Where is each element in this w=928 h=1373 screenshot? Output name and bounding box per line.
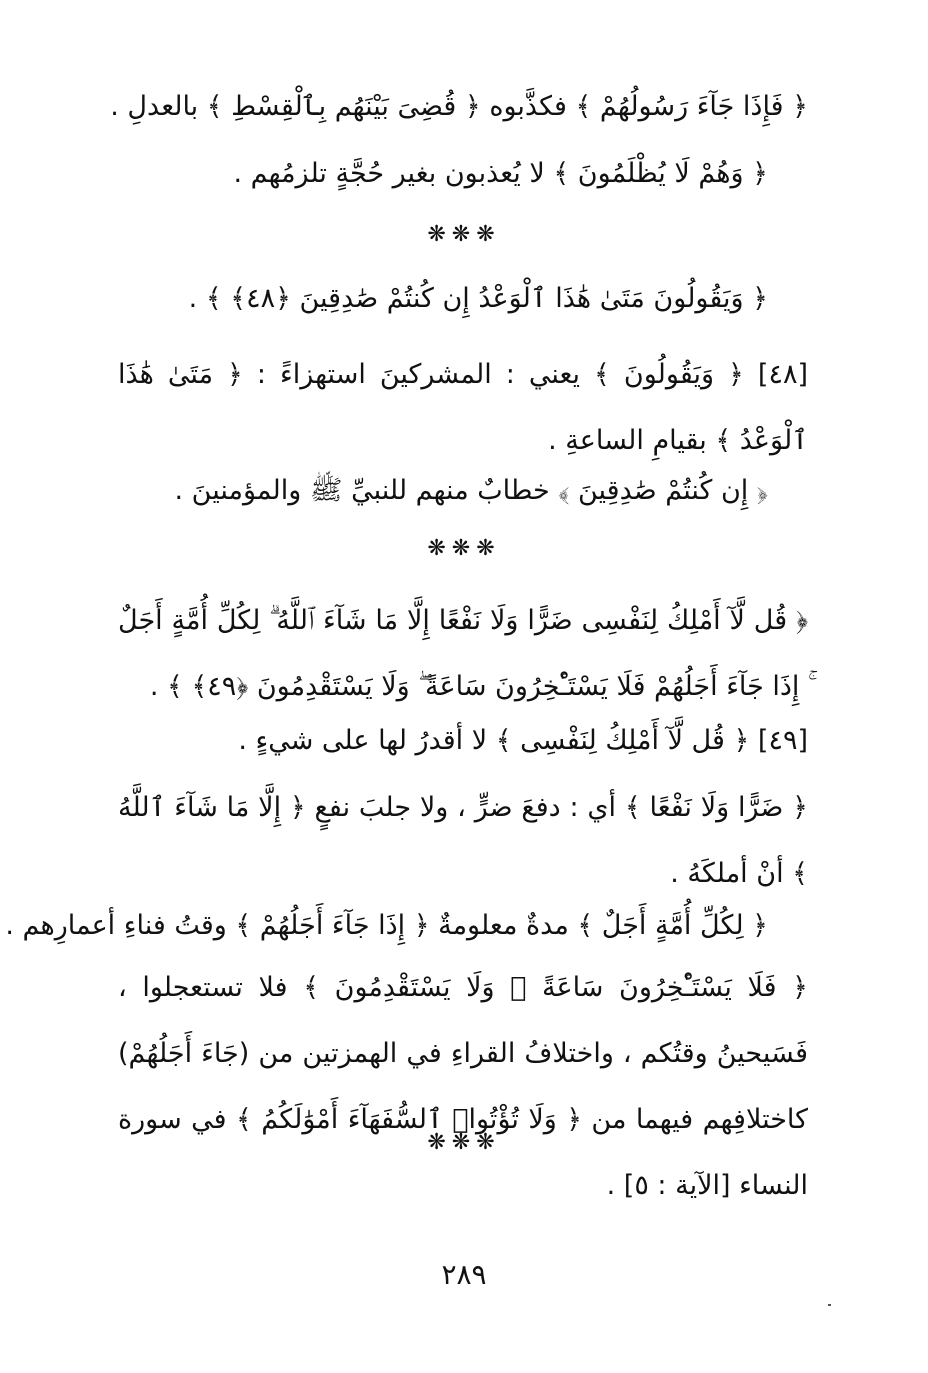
commentary-delay-readings: ﴿ فَلَا يَسْتَـْٔخِرُونَ سَاعَةً ۖ وَلَا يَسْتَقْدِمُونَ ﴾ فلا تستعجلوا ، فَسَيحينُ وقتُكم ، واختلافُ القراءِ في الهمزتين من (جَاءَ أَجَلُهُمْ) كاختلافِهم فيهما من ﴿ وَلَا تُؤْتُوا۟ ٱلسُّفَهَآءَ أَمْوَٰلَكُمُ ﴾ في سورة النساء [الآية : ٥] . xyxy=(118,972,808,1201)
verse-48: ﴿ وَيَقُولُونَ مَتَىٰ هَٰذَا ٱلْوَعْدُ إِن كُنتُمْ صَٰدِقِينَ ﴿٤٨﴾ ﴾ . xyxy=(188,283,768,314)
scan-speck xyxy=(828,1304,831,1306)
page-number: ٢٨٩ xyxy=(441,1258,487,1291)
verse-49: ﴿ قُل لَّآ أَمْلِكُ لِنَفْسِى ضَرًّا وَلَا نَفْعًا إِلَّا مَا شَآءَ ٱللَّهُ ۗ لِكُلِّ أُمَّةٍ أَجَلٌ ۚ إِذَا جَآءَ أَجَلُهُمْ فَلَا يَسْتَـْٔخِرُونَ سَاعَةً ۖ وَلَا يَسْتَقْدِمُونَ ﴿٤٩﴾ ﴾ . xyxy=(118,605,808,702)
line-not-wronged: ﴿ وَهُمْ لَا يُظْلَمُونَ ﴾ لا يُعذبون بغير حُجَّةٍ تلزمُهم . xyxy=(233,158,768,189)
line-verse-judgment: ﴿ فَإِذَا جَآءَ رَسُولُهُمْ ﴾ فكذَّبوه ﴿ قُضِىَ بَيْنَهُم بِٱلْقِسْطِ ﴾ بالعدلِ . xyxy=(110,91,808,122)
commentary-48: [٤٨] ﴿ وَيَقُولُونَ ﴾ يعني : المشركينَ استهزاءً : ﴿ مَتَىٰ هَٰذَا ٱلْوَعْدُ ﴾ بقيامِ الساعةِ . xyxy=(118,359,808,456)
section-separator-1: ❋❋❋ xyxy=(427,222,501,247)
section-separator-2: ❋❋❋ xyxy=(427,536,501,561)
commentary-term: ﴿ لِكُلِّ أُمَّةٍ أَجَلٌ ﴾ مدةٌ معلومةٌ ﴿ إِذَا جَآءَ أَجَلُهُمْ ﴾ وقتُ فناءِ أعمارِهم . xyxy=(5,910,768,941)
commentary-harm-benefit: ﴿ ضَرًّا وَلَا نَفْعًا ﴾ أي : دفعَ ضرٍّ ، ولا جلبَ نفعٍ ﴿ إِلَّا مَا شَآءَ ٱللَّهُ ﴾ أنْ أملكَهُ . xyxy=(118,792,808,889)
line-truthful-address: ﴿ إِن كُنتُمْ صَٰدِقِينَ ﴾ خطابٌ منهم للنبيِّ ﷺ والمؤمنينَ . xyxy=(174,475,768,506)
section-separator-3: ❋❋❋ xyxy=(427,1130,501,1155)
commentary-49-start: [٤٩] ﴿ قُل لَّآ أَمْلِكُ لِنَفْسِى ﴾ لا أقدرُ لها على شيءٍ . xyxy=(238,725,808,756)
